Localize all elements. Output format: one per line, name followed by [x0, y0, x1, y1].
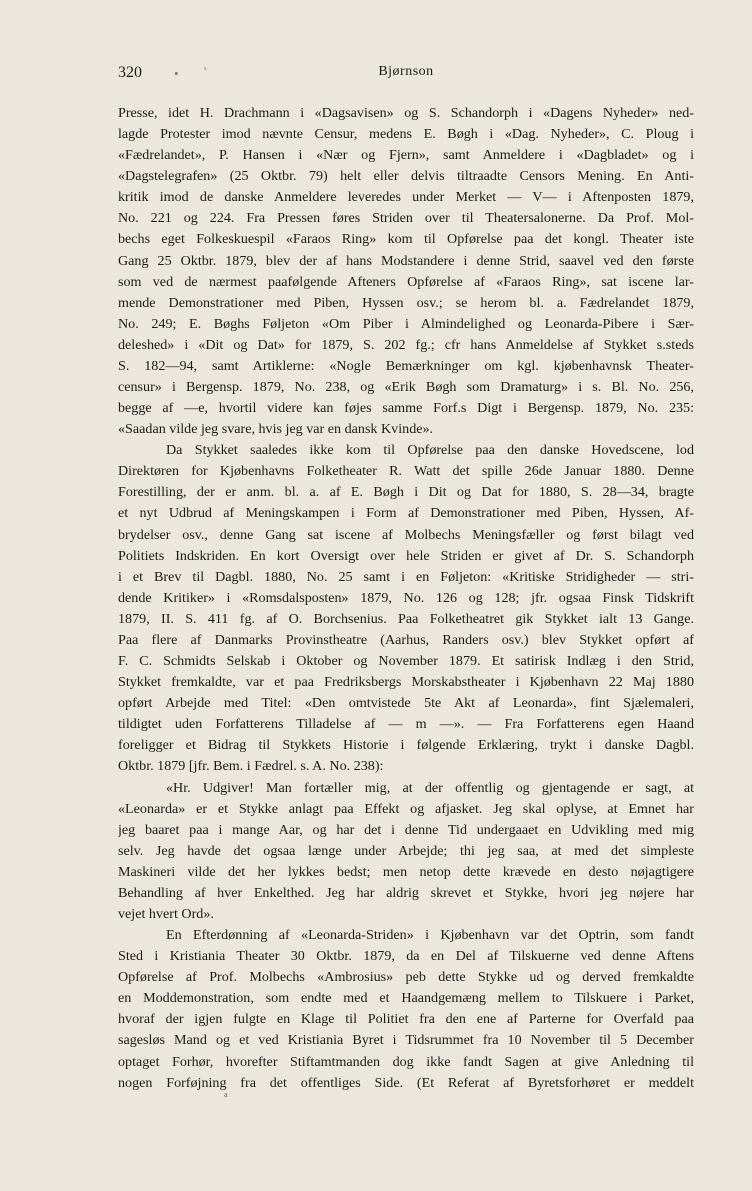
text-line: Direktøren for Kjøbenhavns Folketheater R. Watt det spille 26de Januar 1880. Denne	[118, 463, 694, 480]
text-line: vejet hvert Ord».	[118, 905, 214, 922]
text-line: 1879, II. S. 411 fg. af O. Borchsenius. Paa Folketheatret gik Stykket ialt 13 Gange.	[118, 610, 694, 627]
print-mark: •	[174, 66, 179, 81]
text-line: Politiets Indskriden. En kort Oversigt over hele Striden er givet af Dr. S. Schandorph	[118, 547, 694, 564]
text-line: mende Demonstrationer med Piben, Hyssen osv.; se herom bl. a. Fædrelandet 1879,	[118, 294, 694, 311]
text-line: F. C. Schmidts Selskab i Oktober og November 1879. Et satirisk Indlæg i den Strid,	[118, 653, 694, 670]
body-text	[118, 103, 694, 1094]
text-line: Oktbr. 1879 [jfr. Bem. i Fædrel. s. A. No. 238):	[118, 758, 384, 775]
text-line: deleshed» i «Dit og Dat» for 1879, S. 202 fg.; cfr hans Anmeldelse af Stykket s.steds	[118, 336, 694, 353]
page-header	[118, 64, 694, 86]
text-line: lagde Protester imod nævnte Censur, medens E. Bøgh i «Dag. Nyheder», C. Ploug i	[118, 126, 694, 143]
running-title: Bjørnson	[378, 64, 434, 79]
text-line: Opførelse af Prof. Molbechs «Ambrosius» peb dette Stykke ud og derved fremkaldte	[118, 969, 694, 986]
text-line: hvoraf der igjen fulgte en Klage til Politiet fra den ene af Parterne for Overfald paa	[118, 1011, 694, 1028]
text-line: en Moddemonstration, som endte med et Haandgemæng mellem to Tilskuere i Parket,	[118, 990, 694, 1007]
text-line: «Hr. Udgiver! Man fortæller mig, at der offentlig og gjentagende er sagt, at	[166, 779, 694, 796]
text-line: En Efterdønning af «Leonarda-Striden» i Kjøbenhavn var det Optrin, som fandt	[166, 927, 694, 944]
text-line: som ved de nærmest paafølgende Afteners Opførelse af «Faraos Ring», sat iscene lar-	[118, 273, 694, 290]
text-line: dende Kritiker» i «Romsdalsposten» 1879, No. 126 og 128; jfr. ogsaa Finsk Tidskrift	[118, 589, 694, 606]
text-line: Sted i Kristiania Theater 30 Oktbr. 1879, da en Del af Tilskuerne ved denne Aftens	[118, 948, 694, 965]
text-line: Forestilling, der er anm. bl. a. af E. Bøgh i Dit og Dat for 1880, S. 28—34, bragte	[118, 484, 694, 501]
print-mark: '	[204, 64, 207, 79]
text-line: opført Arbejde med Titel: «Den omtvistede 5te Akt af Leonarda», fint Sjælemaleri,	[118, 695, 694, 712]
text-line: «Saadan vilde jeg svare, hvis jeg var en dansk Kvinde».	[118, 421, 434, 438]
text-line: No. 221 og 224. Fra Pressen føres Striden over til Theatersalonerne. Da Prof. Mol-	[118, 210, 694, 227]
text-line: bechs eget Folkeskuespil «Faraos Ring» kom til Opførelse paa det kongl. Theater iste	[118, 231, 694, 248]
text-line: «Leonarda» er et Stykke anlagt paa Effekt og afjasket. Jeg skal oplyse, at Emnet har	[118, 800, 694, 817]
text-line: sagesløs Mand og et ved Kristiania Byret i Tidsrummet fra 10 November til 5 December	[118, 1032, 694, 1049]
text-line: begge af —e, hvortil videre kan føjes samme Forf.s Digt i Bergensp. 1879, No. 235:	[118, 400, 694, 417]
text-line: nogen Forføjning fra det offentliges Side. (Et Referat af Byretsforhøret er meddelt	[118, 1074, 694, 1091]
text-line: No. 249; E. Bøghs Føljeton «Om Piber i Almindelighed og Leonarda-Pibere i Sær-	[118, 315, 694, 332]
text-line: Gang 25 Oktbr. 1879, blev der af hans Modstandere i denne Strid, saavel ved den første	[118, 252, 694, 269]
text-line: Stykket fremkaldte, var et paa Fredriksbergs Morskabstheater i Kjøbenhavn 22 Maj 1880	[118, 674, 694, 691]
text-line: jeg baaret paa i mange Aar, og har det i denne Tid undergaaet en Udvikling med mig	[118, 821, 694, 838]
text-line: Paa flere af Danmarks Provinstheatre (Aarhus, Randers osv.) blev Stykket opført af	[118, 631, 694, 648]
text-line: i et Brev til Dagbl. 1880, No. 25 samt i en Føljeton: «Kritiske Stridigheder — stri-	[118, 568, 694, 585]
text-line: censur» i Bergensp. 1879, No. 238, og «Erik Bøgh som Dramaturg» i s. Bl. No. 256,	[118, 379, 694, 396]
text-line: Presse, idet H. Drachmann i «Dagsavisen» og S. Schandorph i «Dagens Nyheder» ned-	[118, 105, 694, 121]
page-number: 320	[118, 64, 142, 81]
text-line: «Dagstelegrafen» (25 Oktbr. 79) helt eller delvis tiltraadte Censors Mening. En Anti-	[118, 168, 694, 185]
footer-mark: a	[224, 1090, 228, 1099]
text-line: optaget Forhør, hvorefter Stiftamtmanden dog ikke fandt Sagen at give Anledning til	[118, 1053, 694, 1070]
text-line: selv. Jeg havde det ogsaa længe under Arbejde; thi jeg saa, at med det simpleste	[118, 842, 694, 859]
text-line: tildigtet uden Forfatterens Tilladelse af — m —». — Fra Forfatterens egen Haand	[118, 716, 694, 733]
text-line: «Fædrelandet», P. Hansen i «Nær og Fjern», samt Anmeldere i «Dagbladet» og i	[118, 147, 694, 164]
text-line: Da Stykket saaledes ikke kom til Opførelse paa den danske Hovedscene, lod	[166, 442, 694, 459]
text-line: et nyt Udbrud af Meningskampen i Form af Demonstrationer med Piben, Hyssen, Af-	[118, 505, 694, 522]
text-line: foreligger et Bidrag til Stykkets Historie i følgende Erklæring, trykt i danske Dagbl.	[118, 737, 694, 754]
text-line: kritik imod de danske Anmeldere leveredes under Merket — V— i Aftenposten 1879,	[118, 189, 694, 206]
text-line: S. 182—94, samt Artiklerne: «Nogle Bemærkninger om kgl. kjøbenhavnsk Theater-	[118, 357, 694, 374]
text-line: Behandling af hver Enkelthed. Jeg har aldrig skrevet et Stykke, hvori jeg nøjere har	[118, 884, 694, 901]
text-line: Maskineri vilde det her lykkes bedst; men netop dette krævede en desto nøjagtigere	[118, 863, 694, 880]
text-line: brydelser osv., denne Gang sat iscene af Molbechs Meningsfæller og først bilagt ved	[118, 526, 694, 543]
